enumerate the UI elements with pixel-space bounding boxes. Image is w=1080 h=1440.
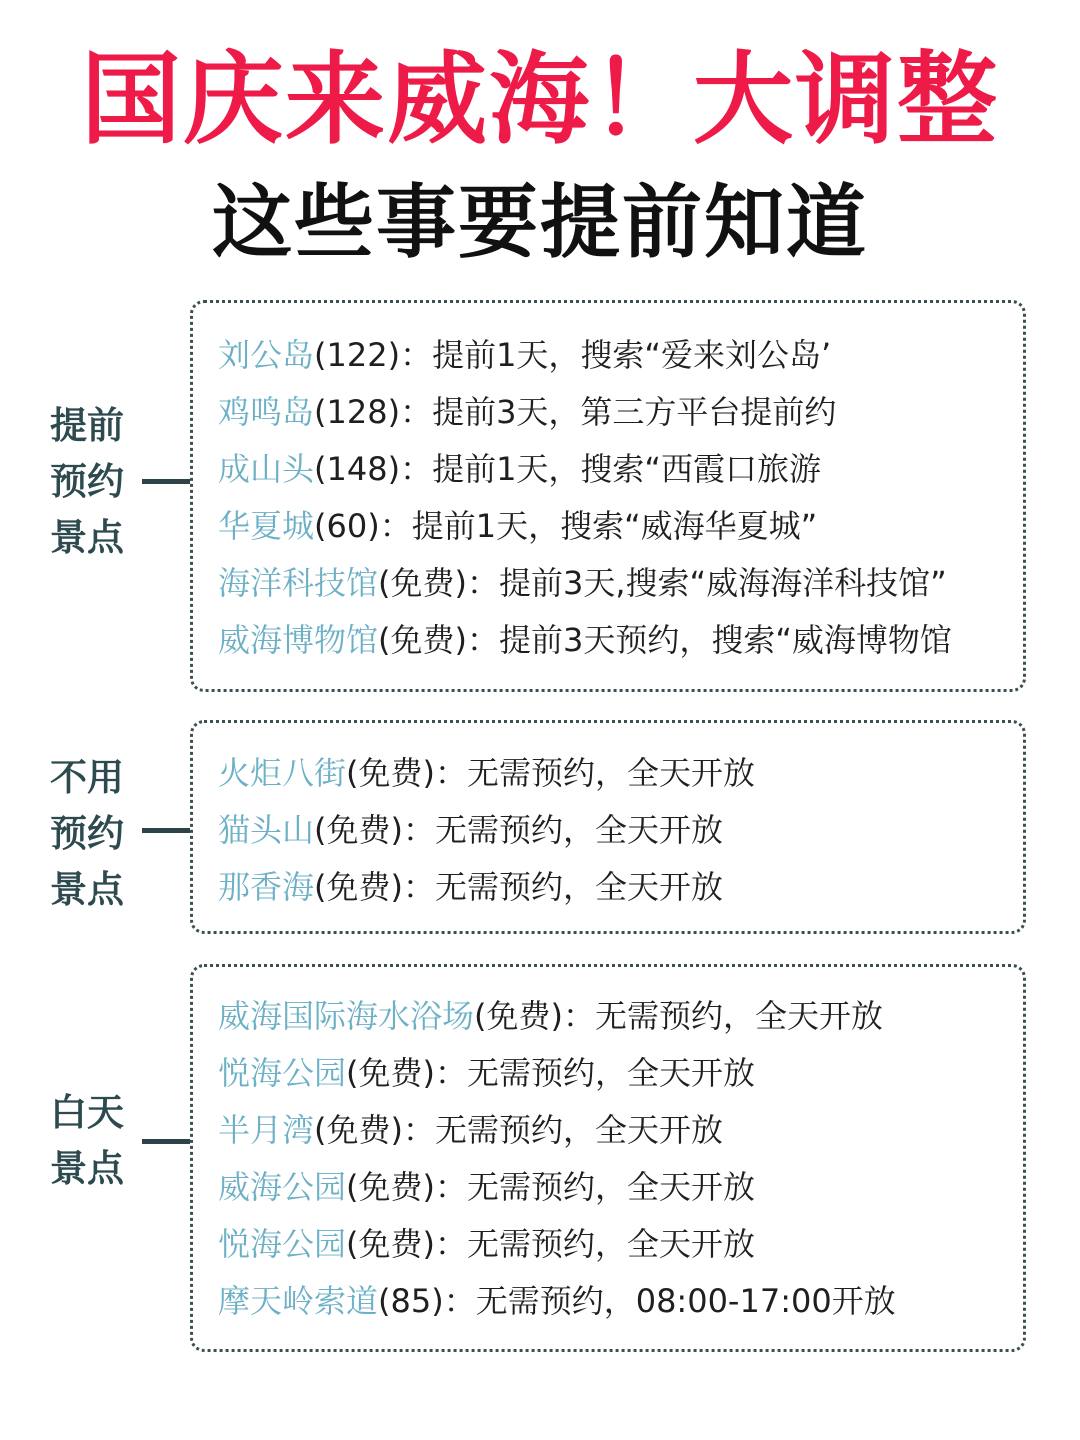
- attraction-info: (免费)：无需预约，全天开放: [314, 1111, 723, 1149]
- list-item: [218, 1045, 755, 1102]
- list-item: [218, 327, 831, 384]
- list-item: [218, 441, 821, 498]
- list-item: [218, 859, 723, 916]
- list-item: [218, 988, 883, 1045]
- attraction-name: 威海博物馆: [218, 621, 379, 659]
- attraction-name: 威海公园: [218, 1168, 347, 1206]
- attraction-name: 火炬八街: [218, 754, 347, 792]
- attraction-info: (免费)：提前3天,搜索“威海海洋科技馆”: [378, 564, 947, 602]
- attraction-info: (60)：提前1天，搜索“威海华夏城”: [314, 507, 818, 545]
- attraction-info: (免费)：无需预约，全天开放: [314, 868, 723, 906]
- attraction-info: (148)：提前1天，搜索“西霞口旅游: [314, 450, 822, 488]
- attraction-name: 鸡鸣岛: [218, 393, 315, 431]
- attraction-info: (免费)：无需预约，全天开放: [346, 1168, 755, 1206]
- attraction-info: (免费)：无需预约，全天开放: [346, 1225, 755, 1263]
- page-subtitle: 这些事要提前知道: [212, 176, 868, 269]
- list-item: [218, 1216, 755, 1273]
- attraction-name: 威海国际海水浴场: [218, 997, 475, 1035]
- list-item: [218, 1273, 896, 1330]
- connector-line: [142, 828, 190, 833]
- attraction-info: (免费)：无需预约，全天开放: [346, 1054, 755, 1092]
- page-title: 国庆来威海！大调整: [81, 41, 999, 158]
- attraction-name: 摩天岭索道: [218, 1282, 379, 1320]
- attraction-name: 华夏城: [218, 507, 315, 545]
- list-item: [218, 745, 755, 802]
- section-label-reserve: 提前 预约 景点: [50, 404, 124, 559]
- attraction-info: (免费)：提前3天预约，搜索“威海博物馆: [378, 621, 952, 659]
- list-item: [218, 384, 836, 441]
- attraction-name: 那香海: [218, 868, 315, 906]
- connector-line: [142, 479, 190, 484]
- attraction-info: (免费)：无需预约，全天开放: [314, 811, 723, 849]
- attraction-name: 猫头山: [218, 811, 315, 849]
- section-label-daytime: 白天 景点: [50, 1091, 124, 1190]
- connector-line: [142, 1139, 190, 1144]
- attraction-info: (免费)：无需预约，全天开放: [346, 754, 755, 792]
- attraction-name: 刘公岛: [218, 336, 315, 374]
- list-item: [218, 498, 817, 555]
- list-item: [218, 1102, 723, 1159]
- attraction-name: 成山头: [218, 450, 315, 488]
- section-label-no-reserve: 不用 预约 景点: [50, 756, 124, 911]
- attraction-name: 悦海公园: [218, 1225, 347, 1263]
- attraction-name: 悦海公园: [218, 1054, 347, 1092]
- list-item: [218, 555, 947, 612]
- list-item: [218, 802, 723, 859]
- list-item: [218, 1159, 755, 1216]
- attraction-info: (免费)：无需预约，全天开放: [474, 997, 883, 1035]
- list-item: [218, 612, 952, 669]
- attraction-name: 半月湾: [218, 1111, 315, 1149]
- attraction-name: 海洋科技馆: [218, 564, 379, 602]
- attraction-info: (85)：无需预约，08:00-17:00开放: [378, 1282, 896, 1320]
- attraction-info: (128)：提前3天，第三方平台提前约: [314, 393, 837, 431]
- attraction-info: (122)：提前1天，搜索“爱来刘公岛’: [314, 336, 832, 374]
